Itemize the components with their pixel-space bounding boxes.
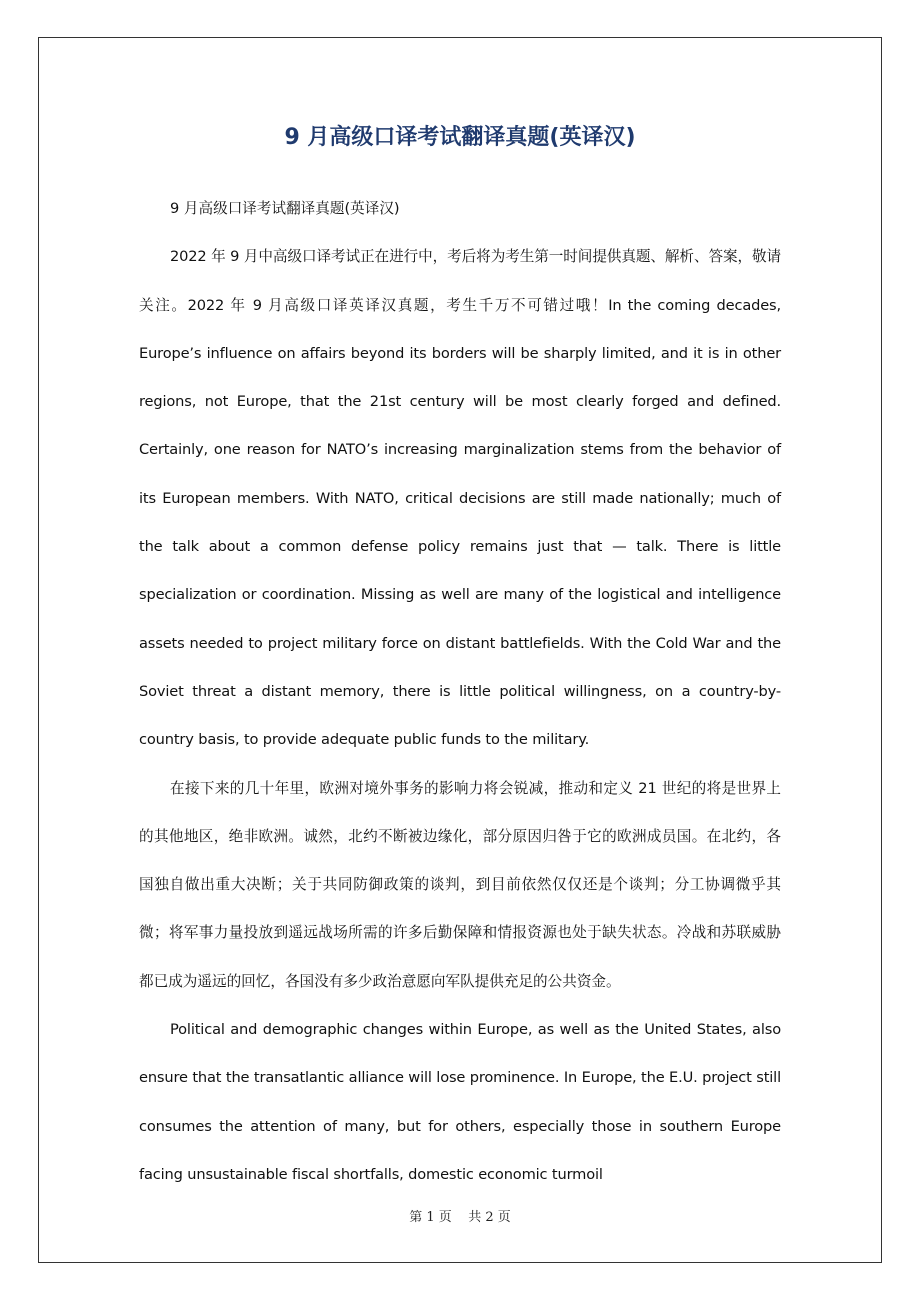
paragraph-2: 在接下来的几十年里，欧洲对境外事务的影响力将会锐减，推动和定义 21 世纪的将是世界上的其他地区，绝非欧洲。诚然，北约不断被边缘化，部分原因归咎于它的欧洲成员国。在北约，各国独自做出重大决断；关于共同防御政策的谈判，到目前依然仅仅还是个谈判；分工协调微乎其微；将军事力量投放到遥远战场所需的许多后勤保障和情报资源也处于缺失状态。冷战和苏联威胁都已成为遥远的回忆，各国没有多少政治意愿向军队提供充足的公共资金。 [139,779,781,990]
page-total: 共 2 页 [468,1210,511,1225]
page-number: 第 1 页 [409,1210,452,1225]
document-body [139,185,781,1199]
paragraph-3: Political and demographic changes within Europe, as well as the United States, also ensure that the transatlantic alliance will lose prominence. In Europe, the E.U. project still consumes the attention of many, but for others, especially those in southern Europe facing unsustainable fiscal shortfalls, domestic economic turmoil [139,1021,781,1183]
page-footer [0,1206,920,1225]
document-title: 9 月高级口译考试翻译真题(英译汉) [284,125,636,150]
subtitle-paragraph: 9 月高级口译考试翻译真题(英译汉) [170,200,400,217]
paragraph-1: 2022 年 9 月中高级口译考试正在进行中，考后将为考生第一时间提供真题、解析、答案，敬请关注。2022 年 9 月高级口译英译汉真题，考生千万不可错过哦！In the coming decades, Europe’s influence on affairs beyond its borders will be sharply limited, and it is in other regions, not Europe, that the 21st century will be most clearly forged and defined. Certainly, one reason for NATO’s increasing marginalization stems from the behavior of its European members. With NATO, critical decisions are still made nationally; much of the talk about a common defense policy remains just that — talk. There is little specialization or coordination. Missing as well are many of the logistical and intelligence assets needed to project military force on distant battlefields. With the Cold War and the Soviet threat a distant memory, there is little political willingness, on a country-by-country basis, to provide adequate public funds to the military. [139,248,781,749]
